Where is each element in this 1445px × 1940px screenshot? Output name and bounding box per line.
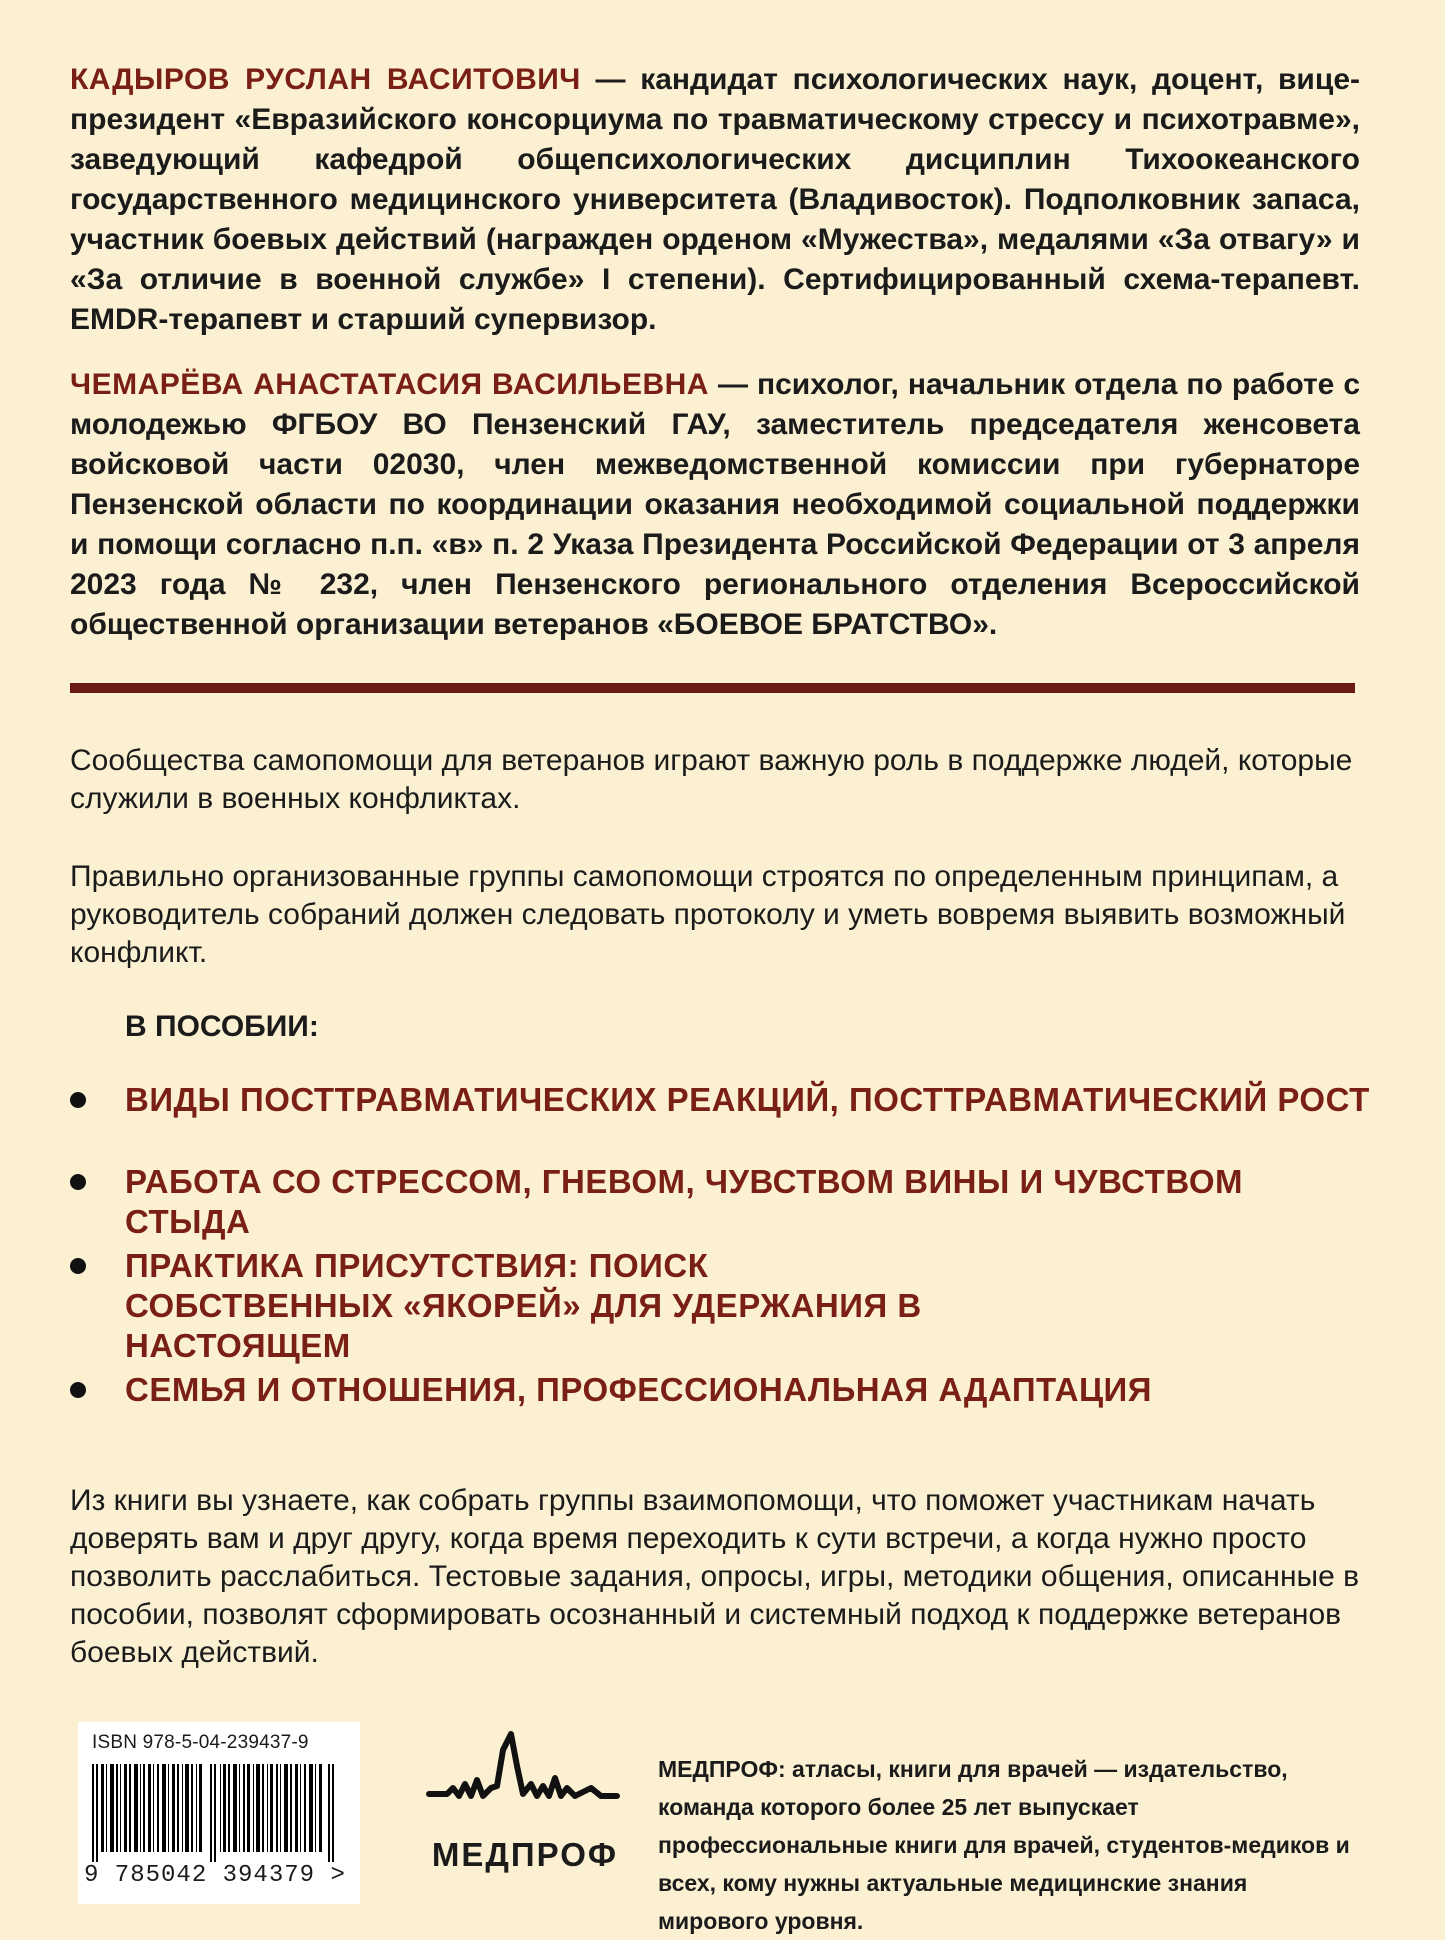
author-bio-chemareva <box>70 365 1360 645</box>
author-name: КАДЫРОВ РУСЛАН ВАСИТОВИЧ <box>70 63 581 96</box>
logo-text: МЕДПРОФ <box>431 1836 619 1873</box>
bullet-icon <box>70 1258 86 1274</box>
list-item-text: СЕМЬЯ И ОТНОШЕНИЯ, ПРОФЕССИОНАЛЬНАЯ АДАПТАЦИЯ <box>125 1371 1152 1408</box>
closing-paragraph: Из книги вы узнаете, как собрать группы взаимопомощи, что поможет участникам начать доверять вам и друг другу, когда время переходить к сути встречи, а когда нужно просто позволить расслабиться. Тестовые задания, опросы, игры, методики общения, описанные в пособии, позволят сформировать осознанный и системный подход к поддержке ветеранов боевых действий. <box>70 1484 1360 1669</box>
author-bio-kadyrov <box>70 60 1360 340</box>
list-item <box>70 1370 1152 1410</box>
publisher-logo <box>425 1726 625 1896</box>
author-name: ЧЕМАРЁВА АНАСТАТАСИЯ ВАСИЛЬЕВНА <box>70 368 709 401</box>
list-item-text: ВИДЫ ПОСТТРАВМАТИЧЕСКИХ РЕАКЦИЙ, ПОСТТРАВМАТИЧЕСКИЙ РОСТ <box>125 1081 1370 1118</box>
author-description: — психолог, начальник отдела по работе с молодежью ФГБОУ ВО Пензенский ГАУ, заместитель председателя женсовета войсковой части 02030, член межведомственной комиссии при губернаторе Пензенской области по координации оказания необходимой социальной поддержки и помощи согласно п.п. «в» п. 2 Указа Президента Российской Федерации от 3 апреля 2023 года № 232, член Пензенского регионального отделения Всероссийской общественной организации ветеранов «БОЕВОЕ БРАТСТВО». <box>70 368 1360 641</box>
publisher-description: МЕДПРОФ: атласы, книги для врачей — издательство, команда которого более 25 лет выпускает профессиональные книги для врачей, студентов-медиков и всех, кому нужны актуальные медицинские знания мирового уровня. <box>658 1756 1350 1934</box>
section-divider <box>70 683 1355 693</box>
list-item-text: ПРАКТИКА ПРИСУТСТВИЯ: ПОИСК СОБСТВЕННЫХ «ЯКОРЕЙ» ДЛЯ УДЕРЖАНИЯ В НАСТОЯЩЕМ <box>125 1247 922 1364</box>
intro-paragraph: Сообщества самопомощи для ветеранов играют важную роль в поддержке людей, которые служили в военных конфликтах. <box>70 744 1353 815</box>
isbn-label: ISBN 978-5-04-239437-9 <box>92 1732 309 1753</box>
isbn-barcode-box <box>78 1722 360 1904</box>
contents-heading: В ПОСОБИИ: <box>125 1010 319 1043</box>
intro-paragraph: Правильно организованные группы самопомощи строятся по определенным принципам, а руководитель собраний должен следовать протоколу и уметь вовремя выявить возможный конфликт. <box>70 860 1346 969</box>
bullet-icon <box>70 1092 86 1108</box>
author-description: — кандидат психологических наук, доцент, вице-президент «Евразийского консорциума по травматическому стрессу и психотравме», заведующий кафедрой общепсихологических дисциплин Тихоокеанского государственного медицинского университета (Владивосток). Подполковник запаса, участник боевых действий (награжден орденом «Мужества», медалями «За отвагу» и «За отличие в военной службе» I степени). Сертифицированный схема-терапевт. EMDR-терапевт и старший супервизор. <box>70 63 1360 336</box>
list-item-text: РАБОТА СО СТРЕССОМ, ГНЕВОМ, ЧУВСТВОМ ВИНЫ И ЧУВСТВОМ СТЫДА <box>125 1163 1243 1240</box>
bullet-icon <box>70 1174 86 1190</box>
barcode-digits: 9 785042 394379 > <box>84 1862 346 1889</box>
bullet-icon <box>70 1382 86 1398</box>
logo-skyline-icon <box>425 1726 625 1826</box>
list-item <box>70 1080 1370 1120</box>
barcode-icon <box>92 1764 347 1862</box>
list-item <box>70 1162 1370 1242</box>
list-item <box>70 1246 925 1366</box>
